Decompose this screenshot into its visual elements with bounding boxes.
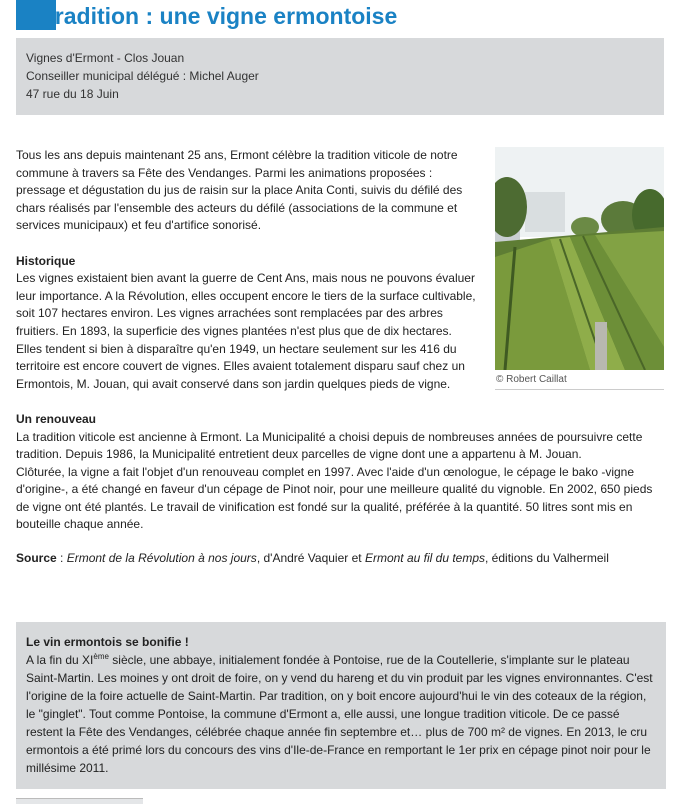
- source-book-1: Ermont de la Révolution à nos jours: [66, 551, 257, 566]
- photo-caption: © Robert Caillat: [495, 370, 664, 390]
- wine-info-box: [16, 622, 666, 789]
- section-heading-historique: Historique: [16, 253, 76, 268]
- info-box: [16, 38, 664, 115]
- renouveau-paragraph-2: Clôturée, la vigne a fait l'objet d'un renouveau complet en 1997. Avec l'aide d'un œnologue, le cépage le bako -vigne d'origine-, a été changé en faveur d'un cépage de Pinot noir, pour une meilleure qualité du vignoble. En 2002, 650 pieds de vigne ont été plantés. Le travail de vinification est fondé sur la qualité, préférée à la quantité. 50 litres sont mis en bouteille chaque année.: [16, 464, 653, 532]
- info-line-councillor: Conseiller municipal délégué : Michel Auger: [26, 69, 259, 83]
- info-line-address: 47 rue du 18 Juin: [26, 87, 119, 101]
- source-label: Source: [16, 551, 57, 566]
- page-header: [0, 0, 680, 38]
- source-book-2: Ermont au fil du temps: [364, 551, 486, 566]
- historique-paragraph: Les vignes existaient bien avant la guerre de Cent Ans, mais nous ne pouvons évaluer leur importance. A la Révolution, elles occupent encore le tiers de la surface cultivable, soit 107 hectares environ. Les vignes arrachées sont remplacées par des arbres fruitiers. En 1893, la superficie des vignes plantées n'est plus que de dix hectares. Elles tendent si bien à disparaître qu'en 1949, un hectare seulement sur les 416 du territoire est encore couvert de vignes. Elles avaient totalement disparu sauf chez un Ermontois, M. Jouan, qui avait conservé dans son jardin quelques pieds de vigne.: [16, 271, 476, 391]
- renouveau-paragraph-1: La tradition viticole est ancienne à Ermont. La Municipalité a choisi depuis de nombreuses années de poursuivre cette tradition. Depuis 1986, la Municipalité entretient deux parcelles de vigne dont une a appartenu à M. Jouan.: [16, 429, 643, 462]
- intro-paragraph: Tous les ans depuis maintenant 25 ans, Ermont célèbre la tradition viticole de notre commune à travers sa Fête des Vendanges. Parmi les animations proposées : pressage et dégustation du jus de raisin sur la place Anita Conti, suivis du défilé des chars réalisés par l'ensemble des acteurs du défilé (associations de la commune et services municipaux) et feu d'artifice sonorisé.: [16, 148, 463, 233]
- wine-box-heading: Le vin ermontois se bonifie !: [26, 635, 189, 649]
- source-line: Source : Ermont de la Révolution à nos jours, d'André Vaquier et Ermont au fil du temps, éditions du Valhermeil: [16, 551, 609, 566]
- section-heading-renouveau: Un renouveau: [16, 411, 97, 426]
- vineyard-photo: [495, 147, 664, 370]
- info-line-location: Vignes d'Ermont - Clos Jouan: [26, 51, 185, 65]
- next-image-thumbnail: [16, 798, 143, 804]
- page-title: Tradition : une vigne ermontoise: [42, 3, 398, 29]
- wine-box-text: A la fin du XIème siècle, une abbaye, initialement fondée à Pontoise, rue de la Coutellerie, s'implante sur le plateau Saint-Martin. Les moines y ont droit de foire, on y vend du hareng et du vin produit par les vignes environnantes. C'est l'origine de la foire actuelle de Saint-Martin. Par tradition, on y boit encore aujourd'hui le vin des coteaux de la région, le "ginglet". Tout comme Pontoise, la commune d'Ermont a, elle aussi, une longue tradition viticole. De ce passé restent la Fête des Vendanges, célébrée chaque année fin septembre et… plus de 700 m² de vignes. En 2013, le cru ermontois a été primé lors du concours des vins d'Ile-de-France en remportant le 1er prix en cépage pinot noir pour le millésime 2011.: [26, 652, 653, 775]
- vineyard-photo-block: [495, 147, 664, 390]
- article-content: [16, 147, 664, 602]
